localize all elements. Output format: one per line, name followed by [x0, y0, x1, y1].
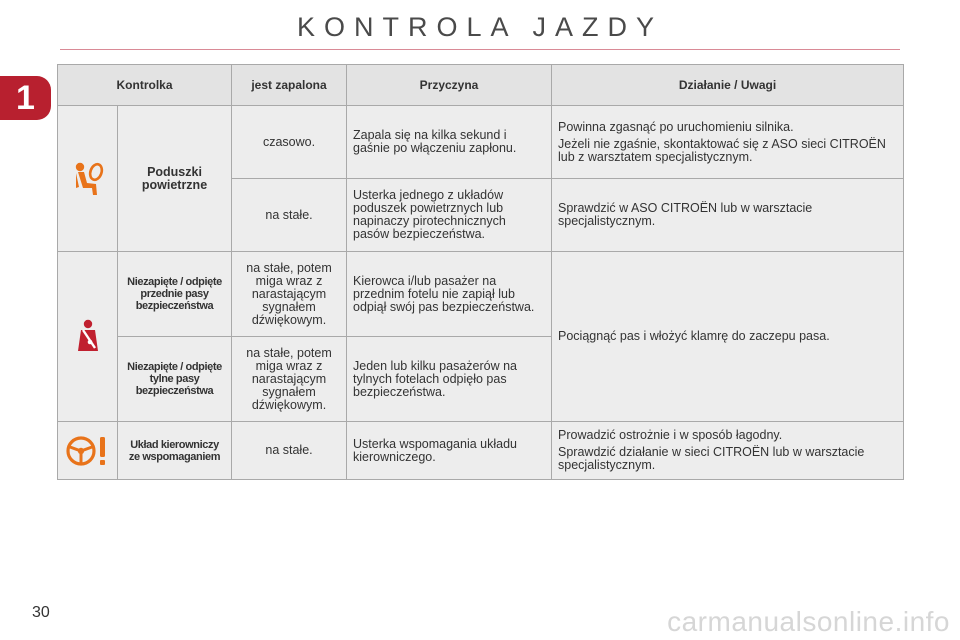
warning-lights-table	[57, 64, 904, 480]
action-cell	[552, 252, 904, 422]
column-header-kontrolka: Kontrolka	[58, 65, 232, 106]
title-divider	[60, 49, 900, 50]
table-row	[58, 252, 904, 337]
page-title: KONTROLA JAZDY	[296, 12, 664, 42]
column-header-state: jest zapalona	[232, 65, 347, 106]
state-cell: na stałe, potem miga wraz z narastającym sygnałem dźwiękowym.	[232, 337, 347, 422]
cause-cell: Jeden lub kilku pasażerów na tylnych fotelach odpięło pas bezpieczeństwa.	[347, 337, 552, 422]
light-name-airbags: Poduszki powietrzne	[118, 106, 232, 252]
airbag-icon-cell	[58, 106, 118, 252]
cause-cell: Usterka wspomagania układu kierowniczego.	[347, 422, 552, 480]
state-cell: czasowo.	[232, 106, 347, 179]
action-text: Powinna zgasnąć po uruchomieniu silnika.	[558, 119, 794, 134]
steering-icon-cell	[58, 422, 118, 480]
table-row	[58, 422, 904, 480]
action-cell	[552, 179, 904, 252]
power-steering-warning-icon	[65, 433, 111, 469]
table-row	[58, 106, 904, 179]
state-cell: na stałe.	[232, 422, 347, 480]
watermark: carmanualsonline.info	[667, 606, 950, 637]
page-number: 30	[32, 604, 50, 621]
action-cell	[552, 106, 904, 179]
cause-cell: Kierowca i/lub pasażer na przednim fotelu nie zapiął lub odpiął swój pas bezpieczeństwa.	[347, 252, 552, 337]
action-text: Sprawdzić działanie w sieci CITROËN lub w warsztacie specjalistycznym.	[558, 445, 865, 472]
table-header-row	[58, 65, 904, 106]
action-text: Sprawdzić w ASO CITROËN lub w warsztacie specjalistycznym.	[558, 201, 813, 228]
seatbelt-warning-icon	[68, 317, 108, 357]
column-header-action: Działanie / Uwagi	[552, 65, 904, 106]
cause-cell: Zapala się na kilka sekund i gaśnie po włączeniu zapłonu.	[347, 106, 552, 179]
action-text: Prowadzić ostrożnie i w sposób łagodny.	[558, 428, 783, 442]
light-name-rear-belts: Niezapięte / odpięte tylne pasy bezpieczeństwa	[118, 337, 232, 422]
seatbelt-icon-cell	[58, 252, 118, 422]
column-header-cause: Przyczyna	[347, 65, 552, 106]
state-cell: na stałe.	[232, 179, 347, 252]
light-name-front-belts: Niezapięte / odpięte przednie pasy bezpieczeństwa	[118, 252, 232, 337]
action-cell	[552, 422, 904, 480]
state-cell: na stałe, potem miga wraz z narastającym sygnałem dźwiękowym.	[232, 252, 347, 337]
airbag-warning-icon	[68, 159, 108, 199]
cause-cell: Usterka jednego z układów poduszek powietrznych lub napinaczy pirotechnicznych pasów bezpieczeństwa.	[347, 179, 552, 252]
light-name-power-steering: Układ kierowniczy ze wspomaganiem	[118, 422, 232, 480]
action-text: Pociągnąć pas i włożyć klamrę do zaczepu pasa.	[558, 329, 830, 343]
action-text: Jeżeli nie zgaśnie, skontaktować się z ASO sieci CITROËN lub z warsztatem specjalistycznym.	[558, 136, 886, 164]
chapter-tab: 1	[0, 76, 51, 120]
